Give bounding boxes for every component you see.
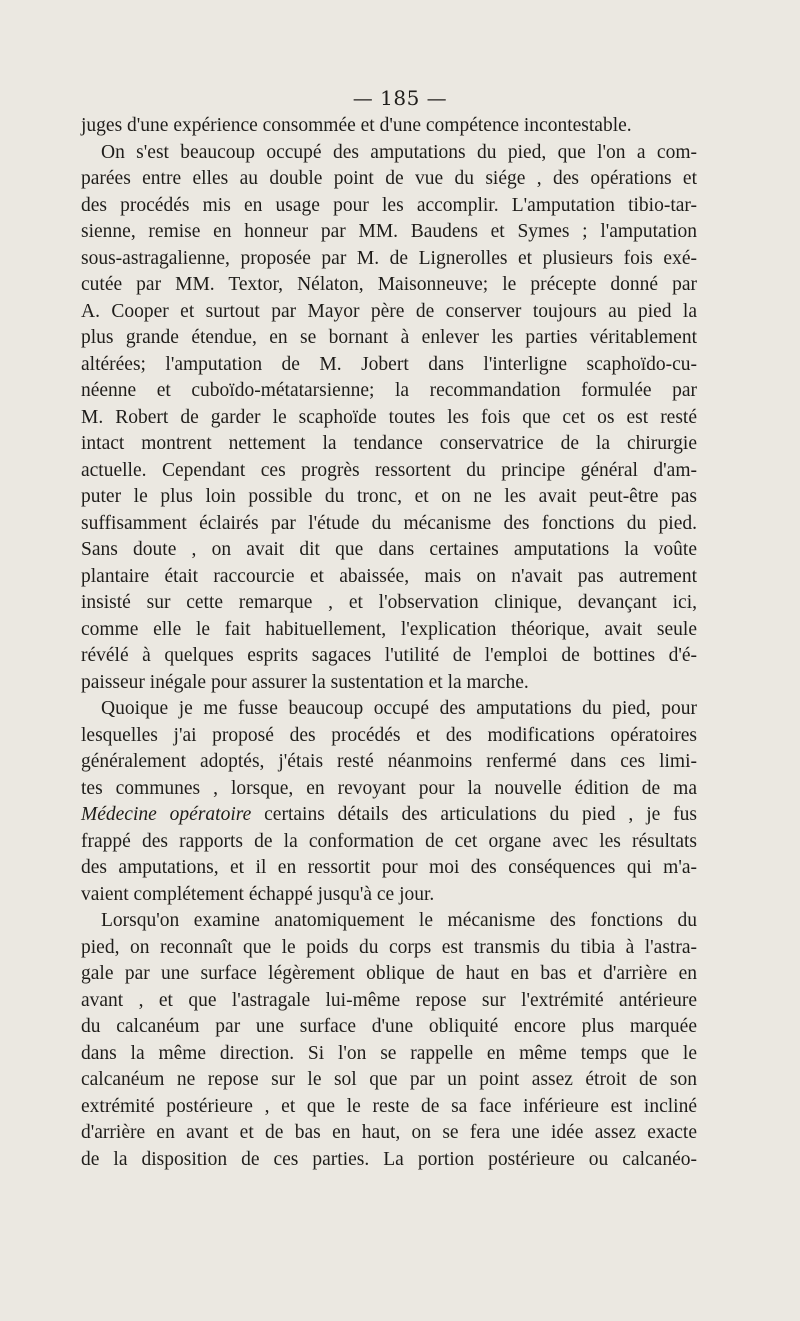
text-line: lesquelles j'ai proposé des procédés et des modifications opératoires xyxy=(81,724,697,746)
text-line: plus grande étendue, en se bornant à enlever les parties véritablement xyxy=(81,327,697,348)
text-line: généralement adoptés, j'étais resté néanmoins renfermé dans ces limi- xyxy=(81,751,697,772)
text-fragment: certains détails des articulations du pied , je fus xyxy=(251,804,697,825)
text-line: tes communes , lorsque, en revoyant pour la nouvelle édition de ma xyxy=(81,777,697,799)
text-line: On s'est beaucoup occupé des amputations du pied, que l'on a com- xyxy=(101,141,697,163)
text-line: de la disposition de ces parties. La portion postérieure ou calcanéo- xyxy=(81,1148,697,1170)
text-line: des amputations, et il en ressortit pour moi des conséquences qui m'a- xyxy=(81,857,697,878)
text-line: plantaire était raccourcie et abaissée, mais on n'avait pas autrement xyxy=(81,565,697,587)
text-line: suffisamment éclairés par l'étude du mécanisme des fonctions du pied. xyxy=(81,512,697,534)
text-line: actuelle. Cependant ces progrès ressortent du principe général d'am- xyxy=(81,459,697,481)
text-line: Lorsqu'on examine anatomiquement le mécanisme des fonctions du xyxy=(101,910,697,931)
text-line: comme elle le fait habituellement, l'explication théorique, avait seule xyxy=(81,618,697,640)
text-line: intact montrent nettement la tendance conservatrice de la chirurgie xyxy=(81,433,697,454)
text-line: calcanéum ne repose sur le sol que par un point assez étroit de son xyxy=(81,1069,697,1090)
text-line: puter le plus loin possible du tronc, et on ne les avait peut-être pas xyxy=(81,486,697,507)
text-line: dans la même direction. Si l'on se rappelle en même temps que le xyxy=(81,1042,697,1064)
book-title-italic: Médecine opératoire xyxy=(81,804,252,825)
text-line: Quoique je me fusse beaucoup occupé des amputations du pied, pour xyxy=(101,698,697,719)
text-line: révélé à quelques esprits sagaces l'utilité de l'emploi de bottines d'é- xyxy=(81,645,697,666)
text-line: cutée par MM. Textor, Nélaton, Maisonneuve; le précepte donné par xyxy=(81,274,697,295)
text-line: des procédés mis en usage pour les accomplir. L'amputation tibio-tar- xyxy=(81,194,697,216)
text-line: parées entre elles au double point de vue du siége , des opérations et xyxy=(81,168,697,189)
text-line: sous-astragalienne, proposée par M. de Lignerolles et plusieurs fois exé- xyxy=(81,247,697,269)
text-line: juges d'une expérience consommée et d'une compétence incontestable. xyxy=(81,115,632,136)
text-line: extrémité postérieure , et que le reste de sa face inférieure est incliné xyxy=(81,1095,697,1117)
text-line: pied, on reconnaît que le poids du corps est transmis du tibia à l'astra- xyxy=(81,936,697,958)
text-line: paisseur inégale pour assurer la sustentation et la marche. xyxy=(81,671,529,693)
text-line: frappé des rapports de la conformation de cet organe avec les résultats xyxy=(81,830,697,852)
page-number: — 185 — xyxy=(352,86,448,110)
text-line: sienne, remise en honneur par MM. Baudens et Symes ; l'amputation xyxy=(81,221,697,242)
text-line: d'arrière en avant et de bas en haut, on se fera une idée assez exacte xyxy=(81,1122,697,1143)
text-line: A. Cooper et surtout par Mayor père de conserver toujours au pied la xyxy=(81,300,697,322)
text-line: gale par une surface légèrement oblique de haut en bas et d'arrière en xyxy=(81,963,697,984)
text-line: Sans doute , on avait dit que dans certaines amputations la voûte xyxy=(81,539,697,560)
text-line: avant , et que l'astragale lui-même repose sur l'extrémité antérieure xyxy=(81,989,697,1011)
text-line: altérées; l'amputation de M. Jobert dans l'interligne scaphoïdo-cu- xyxy=(81,353,697,375)
body-text xyxy=(81,113,697,1173)
text-line: du calcanéum par une surface d'une obliquité encore plus marquée xyxy=(81,1016,697,1037)
text-line: M. Robert de garder le scaphoïde toutes les fois que cet os est resté xyxy=(81,406,697,428)
text-line: néenne et cuboïdo-métatarsienne; la recommandation formulée par xyxy=(81,380,697,401)
text-line xyxy=(81,802,697,829)
text-line: insisté sur cette remarque , et l'observation clinique, devançant ici, xyxy=(81,592,697,613)
text-line: vaient complétement échappé jusqu'à ce jour. xyxy=(81,883,435,905)
